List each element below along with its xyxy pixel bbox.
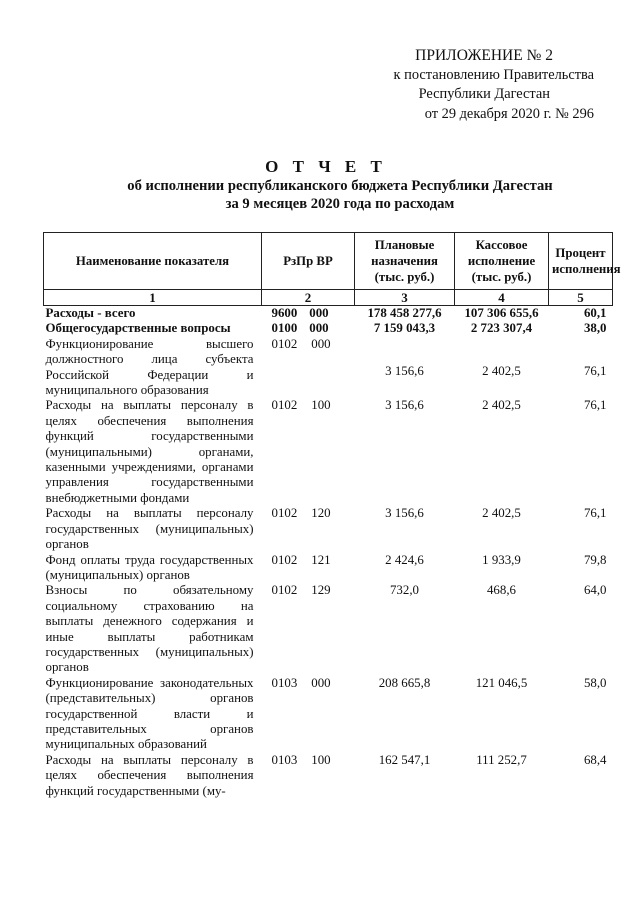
report-title-block	[0, 157, 640, 213]
row-plan: 3 156,6	[385, 506, 424, 521]
row-cash: 2 402,5	[482, 398, 521, 413]
row-name: Общегосударственные вопросы	[45, 321, 231, 336]
row-vr: 000	[311, 675, 331, 690]
row-plan: 178 458 277,6	[367, 306, 442, 320]
row-rzpr: 0103	[271, 752, 298, 767]
table-row	[44, 398, 613, 506]
table-row	[44, 506, 613, 552]
row-percent: 76,1	[583, 506, 607, 521]
row-percent: 79,8	[583, 552, 607, 567]
row-cash: 468,6	[486, 583, 516, 598]
row-code	[262, 398, 355, 506]
expenditure-table	[43, 232, 621, 799]
row-code	[262, 553, 355, 584]
row-percent: 38,0	[583, 321, 607, 336]
row-rzpr: 0102	[271, 336, 298, 351]
table-row	[44, 676, 613, 753]
report-subtitle: об исполнении республиканского бюджета Республики Дагестан	[127, 178, 553, 194]
row-percent: 64,0	[583, 583, 607, 598]
row-plan	[355, 337, 455, 399]
table-row	[44, 753, 613, 799]
row-cash-value: 2 402,5	[482, 364, 521, 379]
table-row	[44, 321, 613, 336]
row-code	[262, 337, 355, 399]
table-row	[44, 337, 613, 399]
appendix-block	[394, 46, 594, 124]
row-name: Расходы на выплаты персоналу в целях обеспечения выполнения функций государственными (му-	[45, 752, 254, 798]
row-name: Расходы - всего	[45, 306, 136, 320]
row-percent: 58,0	[583, 675, 607, 690]
row-code	[262, 753, 355, 799]
column-header-plan: Плановые назначения (тыс. руб.)	[355, 233, 455, 290]
appendix-line: ПРИЛОЖЕНИЕ № 2	[415, 47, 553, 64]
row-vr: 129	[311, 583, 331, 598]
row-vr: 100	[311, 752, 331, 767]
appendix-line: к постановлению Правительства	[393, 66, 594, 83]
row-cash: 2 402,5	[482, 506, 521, 521]
row-rzpr: 0100	[271, 321, 298, 336]
row-percent	[549, 337, 613, 399]
row-plan: 7 159 043,3	[373, 321, 436, 336]
row-name: Функционирование высшего должностного лица субъекта Российской Федерации и муниципального образования	[45, 336, 254, 398]
column-number: 4	[455, 290, 549, 306]
row-vr: 100	[311, 398, 331, 413]
row-code	[262, 321, 355, 336]
row-code	[262, 306, 355, 322]
row-rzpr: 0103	[271, 675, 298, 690]
row-cash: 111 252,7	[476, 752, 527, 767]
row-rzpr: 0102	[271, 583, 298, 598]
row-name: Фонд оплаты труда государственных (муниципальных) органов	[45, 552, 254, 582]
row-rzpr: 0102	[271, 506, 298, 521]
row-code	[262, 506, 355, 552]
row-vr: 000	[311, 336, 331, 351]
row-rzpr: 0102	[271, 552, 298, 567]
column-header-code: РзПр ВР	[262, 233, 355, 290]
row-percent: 60,1	[583, 306, 607, 320]
column-number: 5	[549, 290, 613, 306]
row-cash: 2 723 307,4	[470, 321, 533, 336]
row-plan: 2 424,6	[385, 552, 424, 567]
row-name: Расходы на выплаты персоналу государственных (муниципальных) органов	[45, 506, 254, 552]
row-rzpr: 9600	[271, 306, 298, 320]
column-number: 1	[44, 290, 262, 306]
column-number: 3	[355, 290, 455, 306]
row-vr: 000	[309, 306, 329, 320]
row-code	[262, 676, 355, 753]
appendix-line: от 29 декабря 2020 г. № 296	[424, 105, 594, 122]
row-vr: 121	[311, 552, 331, 567]
column-header-cash: Кассовое исполнение (тыс. руб.)	[455, 233, 549, 290]
row-plan: 732,0	[389, 583, 419, 598]
row-percent: 68,4	[583, 752, 607, 767]
column-header-name: Наименование показателя	[44, 233, 262, 290]
column-header-percent: Процент исполнения	[549, 233, 613, 290]
table-row	[44, 553, 613, 584]
row-vr: 120	[311, 506, 331, 521]
row-name: Расходы на выплаты персоналу в целях обеспечения выполнения функций государственными (муниципальными) органами, казенными учреждениями, органами управления государственными внебюджетными фондами	[45, 398, 254, 505]
row-plan: 3 156,6	[385, 398, 424, 413]
appendix-line: Республики Дагестан	[418, 86, 550, 102]
row-cash: 1 933,9	[482, 552, 521, 567]
table-row	[44, 306, 613, 322]
row-percent-value: 76,1	[583, 364, 607, 379]
row-plan-value: 3 156,6	[385, 364, 424, 379]
row-cash: 121 046,5	[475, 675, 528, 690]
row-plan: 162 547,1	[378, 752, 431, 767]
report-period: за 9 месяцев 2020 года по расходам	[225, 196, 455, 212]
row-rzpr: 0102	[271, 398, 298, 413]
row-vr: 000	[309, 321, 329, 336]
row-name: Функционирование законодательных (представительных) органов государственной власти и представительных органов муниципальных образований	[45, 675, 254, 752]
row-name: Взносы по обязательному социальному страхованию на выплаты денежного содержания и иные выплаты работникам государственных (муниципальных) органов	[45, 583, 254, 675]
row-cash	[455, 337, 549, 399]
row-code	[262, 583, 355, 675]
column-number: 2	[262, 290, 355, 306]
row-percent: 76,1	[583, 398, 607, 413]
report-title: О Т Ч Е Т	[265, 157, 387, 176]
row-cash: 107 306 655,6	[464, 306, 539, 320]
table-row	[44, 583, 613, 675]
row-plan: 208 665,8	[378, 675, 431, 690]
